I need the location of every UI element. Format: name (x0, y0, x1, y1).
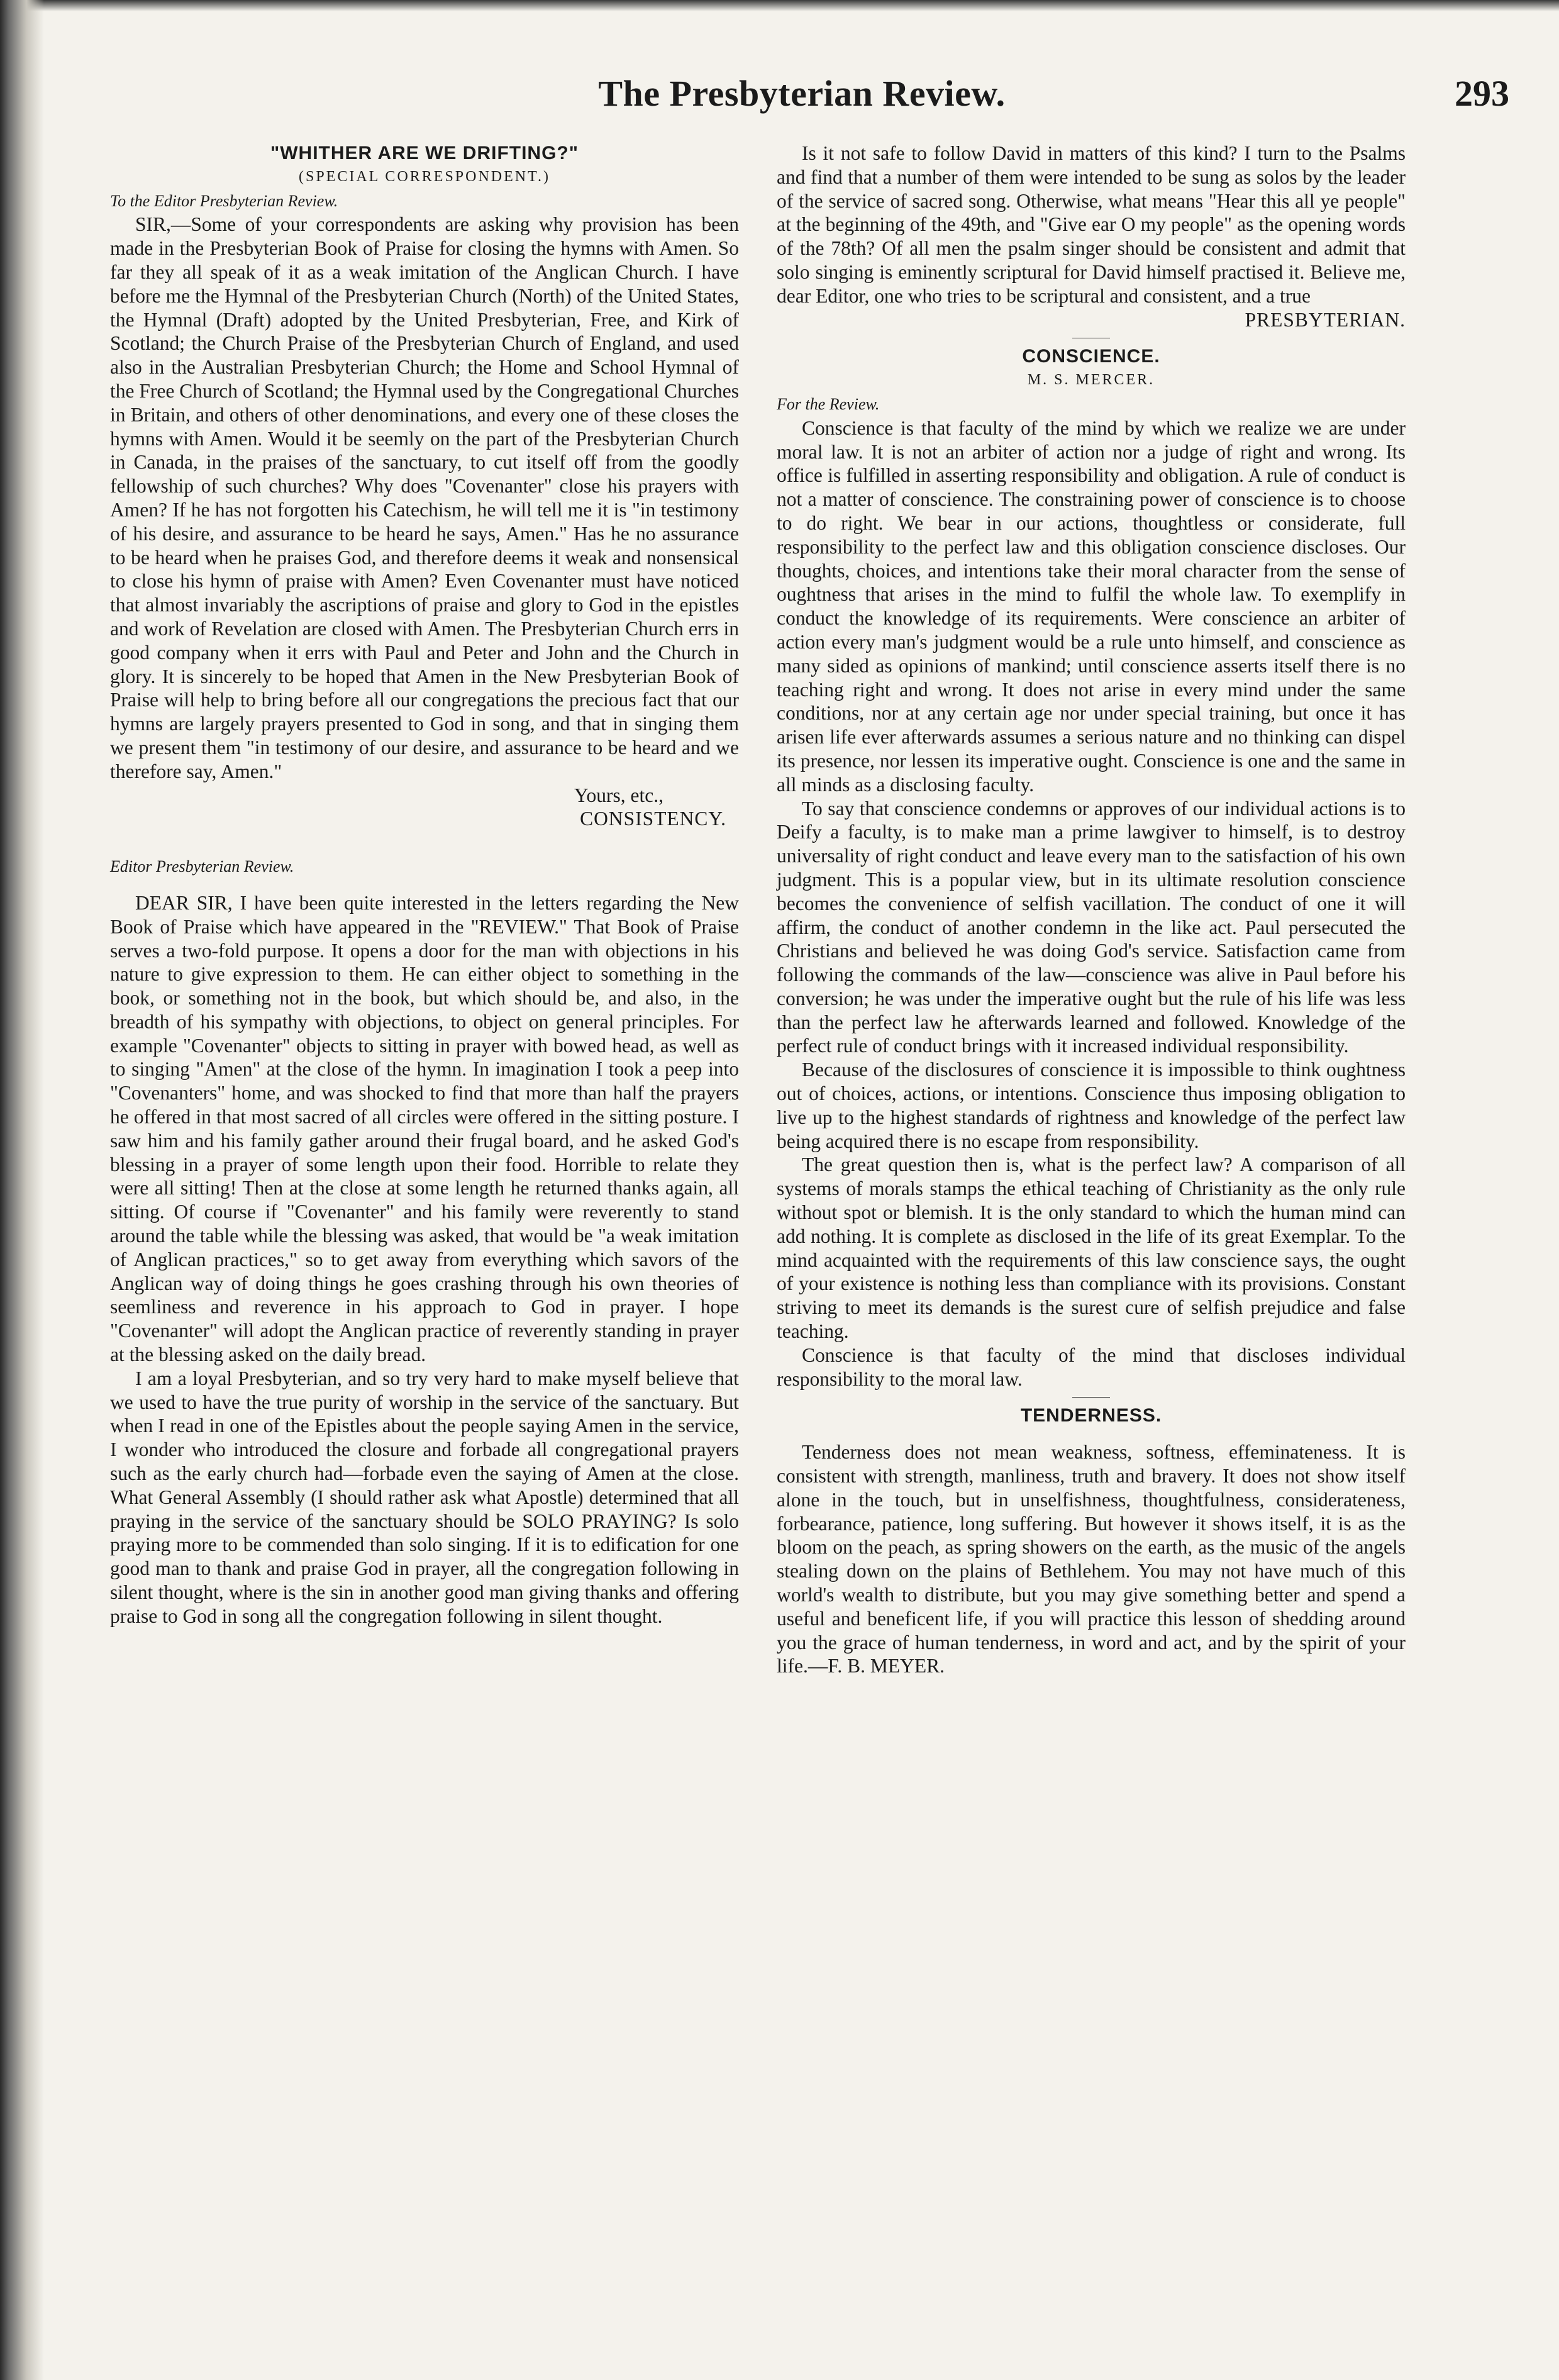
article-signature: PRESBYTERIAN. (1245, 308, 1406, 331)
scan-binding-shadow (0, 0, 44, 2380)
article-address: Editor Presbyterian Review. (110, 857, 294, 876)
page-header (94, 72, 1509, 129)
article-address: To the Editor Presbyterian Review. (110, 191, 338, 210)
article-address: For the Review. (777, 394, 880, 413)
article-paragraph: Conscience is that faculty of the mind by which we realize we are under moral law. It is not an arbiter of action nor a judge of right and wrong. Its office is fulfilled in asserting responsibility and obligation. A rule of conduct is not a matter of conscience. The constraining power of conscience is to choose to do right. We bear in our actions, thoughtless or considerate, full responsibility to the perfect law and this obligation conscience discloses. Our thoughts, choices, and intentions take their moral character from the sense of oughtness that arises in the mind to fulfil the whole law. To exemplify in conduct the knowledge of its requirements. Were conscience an arbiter of action every man's judgment would be a rule unto himself, and conscience as many sided as opinions of mankind; until conscience asserts itself there is no teaching right and wrong. It does not arise in every mind under the same conditions, nor at any certain age nor under special training, but once it has arisen life ever afterwards assumes a serious nature and no thinking can dispel its presence, nor lessen its imperative ought. Conscience is one and the same in all minds as a disclosing faculty. (777, 416, 1406, 796)
left-column (110, 142, 739, 1628)
article-signature: CONSISTENCY. (580, 808, 726, 830)
article-signoff: Yours, etc., (574, 784, 663, 806)
article-paragraph: Conscience is that faculty of the mind that discloses individual responsibility to the moral law. (777, 1343, 1406, 1390)
article-paragraph: Because of the disclosures of conscience it is impossible to think oughtness out of choices, actions, or intentions. Conscience thus imposing obligation to live up to the highest standards of rightness and knowledge of the perfect law being acquired there is no escape from responsibility. (777, 1059, 1406, 1152)
article-byline-correspondent: (SPECIAL CORRESPONDENT.) (298, 168, 551, 185)
article-title-conscience: CONSCIENCE. (1022, 346, 1160, 367)
right-column (777, 142, 1406, 1678)
article-paragraph: Is it not safe to follow David in matters of this kind? I turn to the Psalms and find that a number of them were intended to be sung as solos by the leader of the service of sacred song. Otherwise, what means "Hear this all ye people" at the beginning of the 49th, and "Give ear O my people" as the opening words of the 78th? Of all men the psalm singer should be consistent and admit that solo singing is eminently scriptural for David himself practised it. Believe me, dear Editor, one who tries to be scriptural and consistent, and a true (777, 142, 1406, 307)
article-paragraph: To say that conscience condemns or approves of our individual actions is to Deify a faculty, is to make man a prime lawgiver to himself, is to destroy universality of right conduct and leave every man to the satisfaction of his own judgment. This is a popular view, but in its ultimate resolution conscience becomes the convenience of selfish vacillation. The conduct of one it will affirm, the conduct of another condemn in the like act. Paul persecuted the Christians and believed he was doing God's service. Satisfaction came from following the commands of the law—conscience was alive in Paul before his conversion; he was under the imperative ought but the rule of his life was less than the perfect law he afterwards learned and followed. Knowledge of the perfect rule of conduct brings with it increased individual responsibility. (777, 797, 1406, 1057)
article-title-tenderness: TENDERNESS. (1020, 1405, 1162, 1426)
article-paragraph: I am a loyal Presbyterian, and so try very hard to make myself believe that we used to have the true purity of worship in the service of the sanctuary. But when I read in one of the Epistles about the people saying Amen in the service, I wonder who introduced the closure and forbade all congregational prayers such as the early church had—forbade even the saying of Amen at the close. What General Assembly (I should rather ask what Apostle) determined that all praying in the service of the sanctuary should be SOLO PRAYING? Is solo praying more to be commended than solo singing. If it is to edification for one good man to thank and praise God in prayer, all the congregation following in silent thought, where is the sin in another good man giving thanks and offering praise to God in song all the congregation following in silent thought. (110, 1367, 739, 1627)
article-paragraph: DEAR SIR, I have been quite interested in the letters regarding the New Book of Praise which have appeared in the "REVIEW." That Book of Praise serves a two-fold purpose. It opens a door for the man with objections in his nature to give expression to them. He can either object to something in the book, or something not in the book, but which should be, and also, in the breadth of his sympathy with objections, to object on general principles. For example "Covenanter" objects to sitting in prayer with bowed head, as well as to singing "Amen" at the close of the hymn. In imagination I took a peep into "Covenanters" home, and was shocked to find that more than half the prayers he offered in that most sacred of all circles were offered in the sitting posture. I saw him and his family gather around their frugal board, and he asked God's blessing in a prayer of some length upon their food. Horrible to relate they were all sitting! Then at the close at some length he returned thanks again, all sitting. Of course if "Covenanter" and his family were reverently to stand around the table while the blessing was asked, that would be "a weak imitation of Anglican practices," so to get away from everything which savors of the Anglican way of doing things he goes crashing through his own theories of seemliness and reverence in his approach to God in prayer. I hope "Covenanter" will adopt the Anglican practice of reverently standing in prayer at the blessing asked on the daily bread. (110, 891, 739, 1366)
article-title-whither: "WHITHER ARE WE DRIFTING?" (270, 143, 579, 164)
scan-top-shadow (0, 0, 1559, 11)
page-number: 293 (1455, 73, 1509, 114)
article-author: M. S. MERCER. (1027, 372, 1155, 389)
article-paragraph: Tenderness does not mean weakness, softness, effeminateness. It is consistent with strength, manliness, truth and bravery. It does not show itself alone in the touch, but in unselfishness, thoughtfulness, considerateness, forbearance, patience, long suffering. But however it shows itself, it is as the bloom on the peach, as spring showers on the earth, as the music of the angels stealing down on the plains of Bethlehem. You may not have much of this world's wealth to distribute, but you may give something better and spend a useful and beneficent life, if you will practice this lesson of shedding around you the grace of human tenderness, in word and act, and by the spirit of your life.—F. B. MEYER. (777, 1441, 1406, 1677)
running-title: The Presbyterian Review. (598, 73, 1006, 114)
article-paragraph: The great question then is, what is the perfect law? A comparison of all systems of morals stamps the ethical teaching of Christianity as the only rule without spot or blemish. It is the only standard to which the human mind can add nothing. It is complete as disclosed in the life of its great Exemplar. To the mind acquainted with the requirements of this law conscience says, the ought of your existence is nothing less than compliance with its provisions. Constant striving to meet its demands is the surest cure of selfish prejudice and false teaching. (777, 1154, 1406, 1343)
article-paragraph: SIR,—Some of your correspondents are asking why provision has been made in the Presbyterian Book of Praise for closing the hymns with Amen. So far they all speak of it as a weak imitation of the Anglican Church. I have before me the Hymnal of the Presbyterian Church (North) of the United States, the Hymnal (Draft) adopted by the United Presbyterian, Free, and Kirk of Scotland; the Church Praise of the Presbyterian Church of England, and used also in the Australian Presbyterian Church; the Home and School Hymnal of the Free Church of Scotland; the Hymnal used by the Congregational Churches in Britain, and others of other denominations, and every one of these closes the hymns with Amen. Would it be seemly on the part of the Presbyterian Church in Canada, in the praises of the sanctuary, to cut itself off from the goodly fellowship of such churches? Why does "Covenanter" close his prayers with Amen? If he has not forgotten his Catechism, he will tell me it is "in testimony of his desire, and assurance to be heard he says, Amen." Has he no assurance to be heard when he praises God, and therefore deems it weak and nonsensical to close his hymn of praise with Amen? Even Covenanter must have noticed that almost invariably the ascriptions of praise and glory to God in the epistles and work of Revelation are closed with Amen. The Presbyterian Church errs in good company when it errs with Paul and Peter and John and the Church in glory. It is sincerely to be hoped that Amen in the New Presbyterian Book of Praise will help to bring before all our congregations the precious fact that our hymns are largely prayers presented to God in song, and that in singing them we present them "in testimony of our desire, and assurance to be heard and we therefore say, Amen." (110, 213, 739, 782)
section-divider (1072, 1397, 1110, 1398)
